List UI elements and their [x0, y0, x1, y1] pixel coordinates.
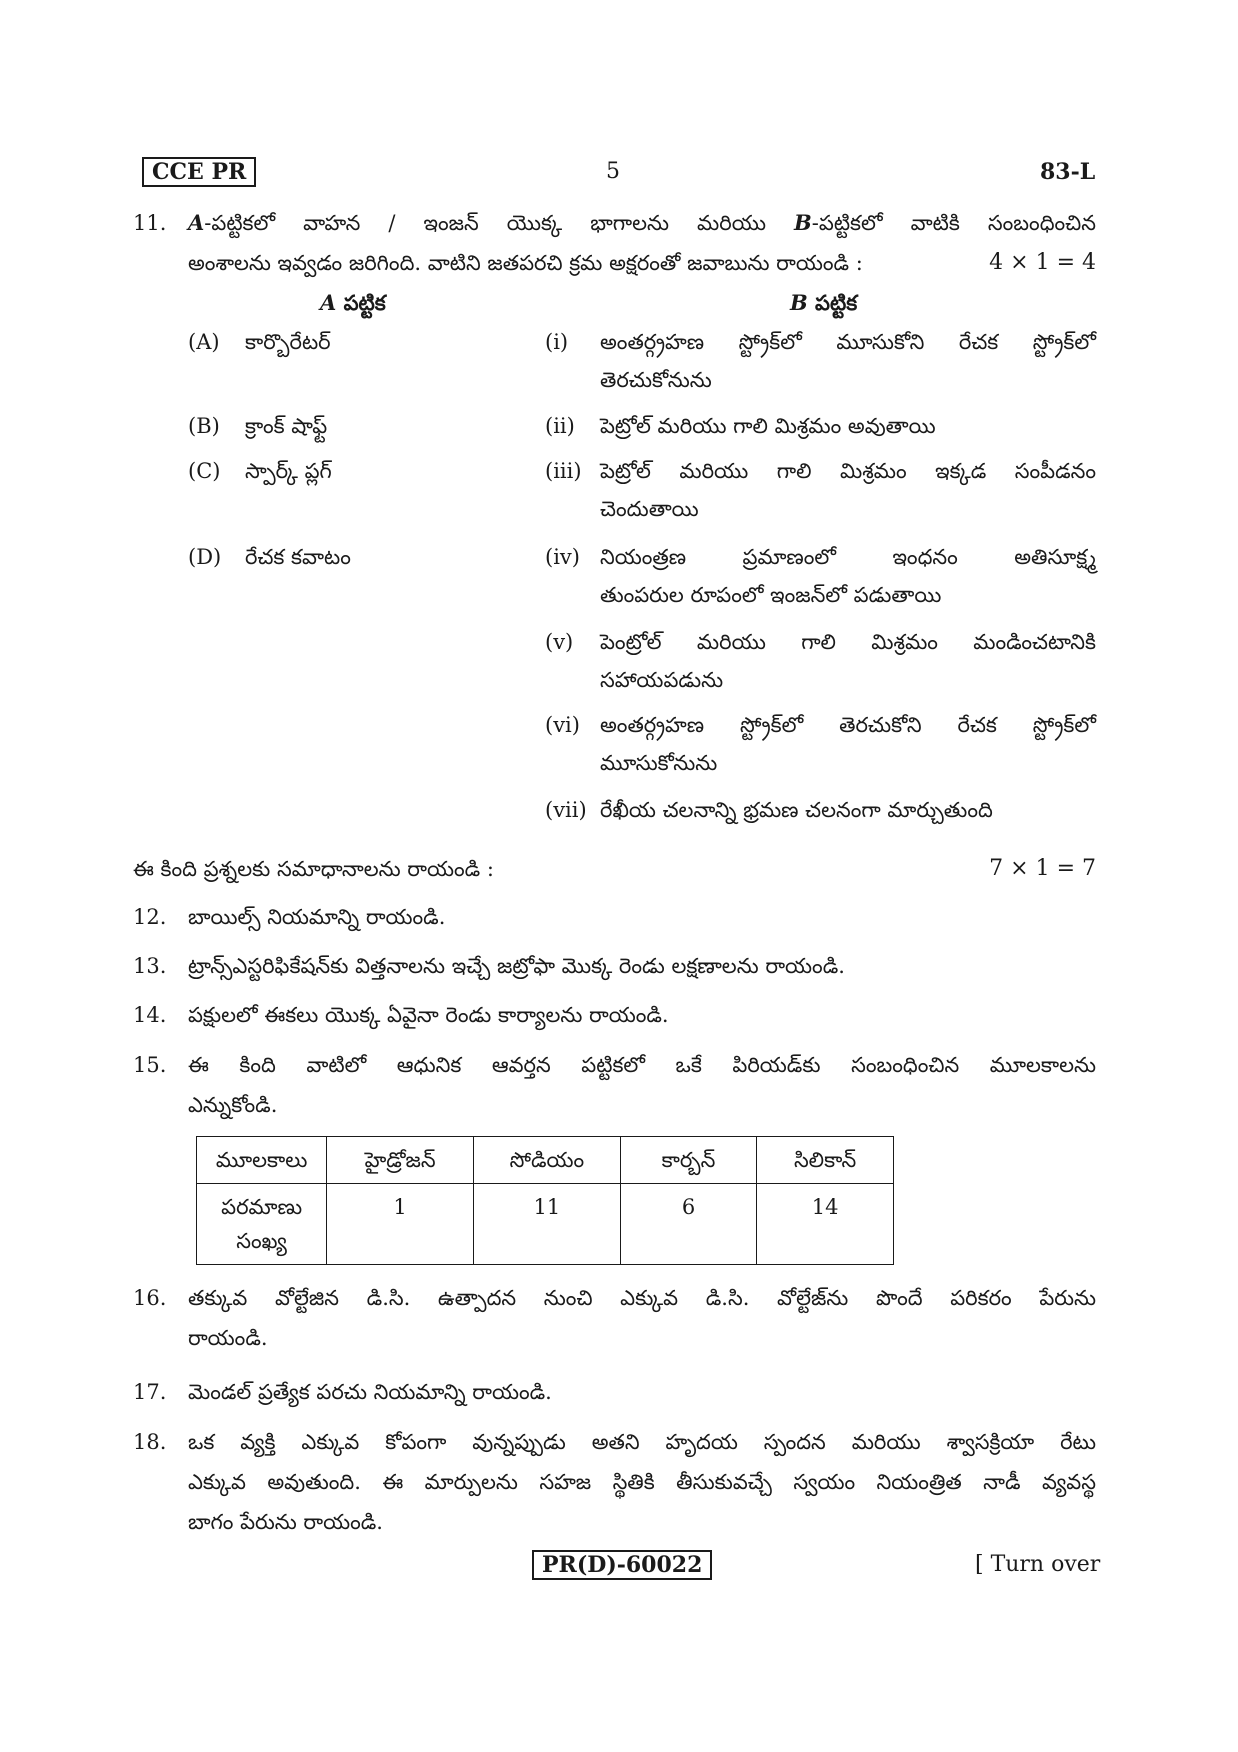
- column-a-heading: [320, 285, 386, 321]
- item-text-line2: తుంపరుల రూపంలో ఇంజన్‌లో పడుతాయి: [600, 583, 942, 607]
- section-instruction: ఈ కింది ప్రశ్నలకు సమాధానాలను రాయండి :: [133, 857, 494, 881]
- question-text-line2: రాయండి.: [188, 1326, 268, 1350]
- question-11-line1: [188, 203, 1096, 243]
- paper-code: 83-L: [1040, 159, 1096, 185]
- table-cell: సోడియం: [473, 1137, 620, 1184]
- question-text-line2: ఎన్నుకోండి.: [188, 1093, 278, 1117]
- question-number: 12.: [133, 905, 167, 929]
- table-cell: 1: [327, 1184, 474, 1265]
- header-code-box: CCE PR: [142, 157, 256, 187]
- item-label: (C): [188, 459, 221, 483]
- item-text: కార్బొరేటర్: [245, 330, 331, 354]
- table-header-cell: [197, 1184, 327, 1265]
- item-text-line1: పెట్రోల్ మరియు గాలి మిశ్రమం ఇక్కడ సంపీడనం: [600, 459, 1096, 483]
- cell-line: సంఖ్య: [236, 1229, 287, 1253]
- text-part: -పట్టికలో వాహన / ఇంజన్ యొక్క భాగాలను మరియు: [204, 211, 795, 235]
- table-cell: సిలికాన్: [757, 1137, 894, 1184]
- item-text-line2: సహాయపడును: [600, 668, 724, 692]
- table-row: [197, 1137, 894, 1184]
- question-number: 11.: [133, 211, 167, 235]
- turn-over-text: [ Turn over: [975, 1552, 1101, 1577]
- item-text-line1: అంతర్గ్రహణ స్ట్రోక్‌లో మూసుకోని రేచక స్ట్రోక్‌లో: [600, 330, 1096, 354]
- question-11-marks: 4 × 1 = 4: [989, 250, 1096, 275]
- section-marks: 7 × 1 = 7: [989, 856, 1096, 881]
- question-text-line3: బాగం పేరును రాయండి.: [188, 1510, 383, 1534]
- question-number: 17.: [133, 1380, 167, 1404]
- item-text-line1: అంతర్గ్రహణ స్ట్రోక్‌లో తెరచుకోని రేచక స్ట్రోక్‌లో: [600, 713, 1096, 737]
- question-text: పక్షులలో ఈకలు యొక్క ఏవైనా రెండు కార్యాలను రాయండి.: [188, 1003, 669, 1027]
- item-label: (iv): [545, 545, 580, 569]
- item-text-line2: మూసుకోనును: [600, 751, 718, 775]
- question-11-line2: అంశాలను ఇవ్వడం జరిగింది. వాటిని జతపరచి క్రమ అక్షరంతో జవాబును రాయండి :: [188, 251, 863, 275]
- question-text-line1: తక్కువ వోల్టేజిన డి.సి. ఉత్పాదన నుంచి ఎక్కువ డి.సి. వోల్టేజ్‌ను పొందే పరికరం పేరును: [188, 1286, 1096, 1310]
- page-number: 5: [606, 159, 620, 184]
- question-text-line2: ఎక్కువ అవుతుంది. ఈ మార్పులను సహజ స్థితికి తీసుకువచ్చే స్వయం నియంత్రిత నాడీ వ్యవస్థ: [188, 1470, 1096, 1494]
- table-cell: 14: [757, 1184, 894, 1265]
- question-number: 14.: [133, 1003, 167, 1027]
- item-label: (vii): [545, 798, 587, 822]
- item-label: (iii): [545, 459, 582, 483]
- table-cell: హైడ్రోజన్: [327, 1137, 474, 1184]
- cell-line: పరమాణు: [221, 1195, 303, 1219]
- question-number: 18.: [133, 1430, 167, 1454]
- item-text-line1: పెంట్రోల్ మరియు గాలి మిశ్రమం మండించటానికి: [600, 630, 1096, 654]
- question-text-line1: ఒక వ్యక్తి ఎక్కువ కోపంగా వున్నప్పుడు అతని హృదయ స్పందన మరియు శ్వాసక్రియా రేటు: [188, 1430, 1096, 1454]
- table-header-cell: మూలకాలు: [197, 1137, 327, 1184]
- question-number: 15.: [133, 1053, 167, 1077]
- item-text: క్రాంక్ షాఫ్ట్: [245, 414, 328, 438]
- elements-table: [196, 1136, 894, 1265]
- item-label: (B): [188, 414, 220, 438]
- question-text: మెండల్ ప్రత్యేక పరచు నియమాన్ని రాయండి.: [188, 1380, 552, 1404]
- heading-letter: B: [790, 290, 808, 315]
- item-label: (v): [545, 630, 574, 654]
- heading-letter: A: [320, 290, 337, 315]
- table-row: [197, 1184, 894, 1265]
- item-text-line1: నియంత్రణ ప్రమాణంలో ఇంధనం అతిసూక్ష్మ: [600, 545, 1096, 569]
- item-text-line1: పెట్రోల్ మరియు గాలి మిశ్రమం అవుతాయి: [600, 414, 936, 438]
- table-cell: 11: [473, 1184, 620, 1265]
- question-number: 16.: [133, 1286, 167, 1310]
- item-text: రేచక కవాటం: [245, 545, 351, 569]
- item-label: (A): [188, 330, 220, 354]
- label-a-bold: A: [188, 210, 205, 235]
- question-text-line1: ఈ కింది వాటిలో ఆధునిక ఆవర్తన పట్టికలో ఒకే పిరియడ్‌కు సంబంధించిన మూలకాలను: [188, 1053, 1096, 1077]
- question-text: ట్రాన్స్ఎస్టరిఫికేషన్‌కు విత్తనాలను ఇచ్చే జట్రోఫా మొక్క రెండు లక్షణాలను రాయండి.: [188, 954, 845, 978]
- heading-text: పట్టిక: [807, 290, 858, 315]
- item-text-line1: రేఖీయ చలనాన్ని భ్రమణ చలనంగా మార్చుతుంది: [600, 798, 993, 822]
- item-text-line2: చెందుతాయి: [600, 497, 699, 521]
- question-number: 13.: [133, 954, 167, 978]
- item-label: (ii): [545, 414, 575, 438]
- item-text-line2: తెరచుకోనును: [600, 368, 712, 392]
- item-label: (vi): [545, 713, 580, 737]
- heading-text: పట్టిక: [336, 290, 386, 315]
- label-b-bold: B: [794, 210, 812, 235]
- item-text: స్పార్క్ ప్లగ్: [245, 459, 332, 483]
- table-cell: 6: [620, 1184, 756, 1265]
- column-b-heading: [790, 285, 857, 321]
- table-cell: కార్బన్: [620, 1137, 756, 1184]
- item-label: (i): [545, 330, 569, 354]
- footer-code-box: PR(D)-60022: [532, 1550, 712, 1580]
- text-part: -పట్టికలో వాటికి సంబంధించిన: [811, 211, 1096, 235]
- question-text: బాయిల్స్ నియమాన్ని రాయండి.: [188, 905, 446, 929]
- item-label: (D): [188, 545, 222, 569]
